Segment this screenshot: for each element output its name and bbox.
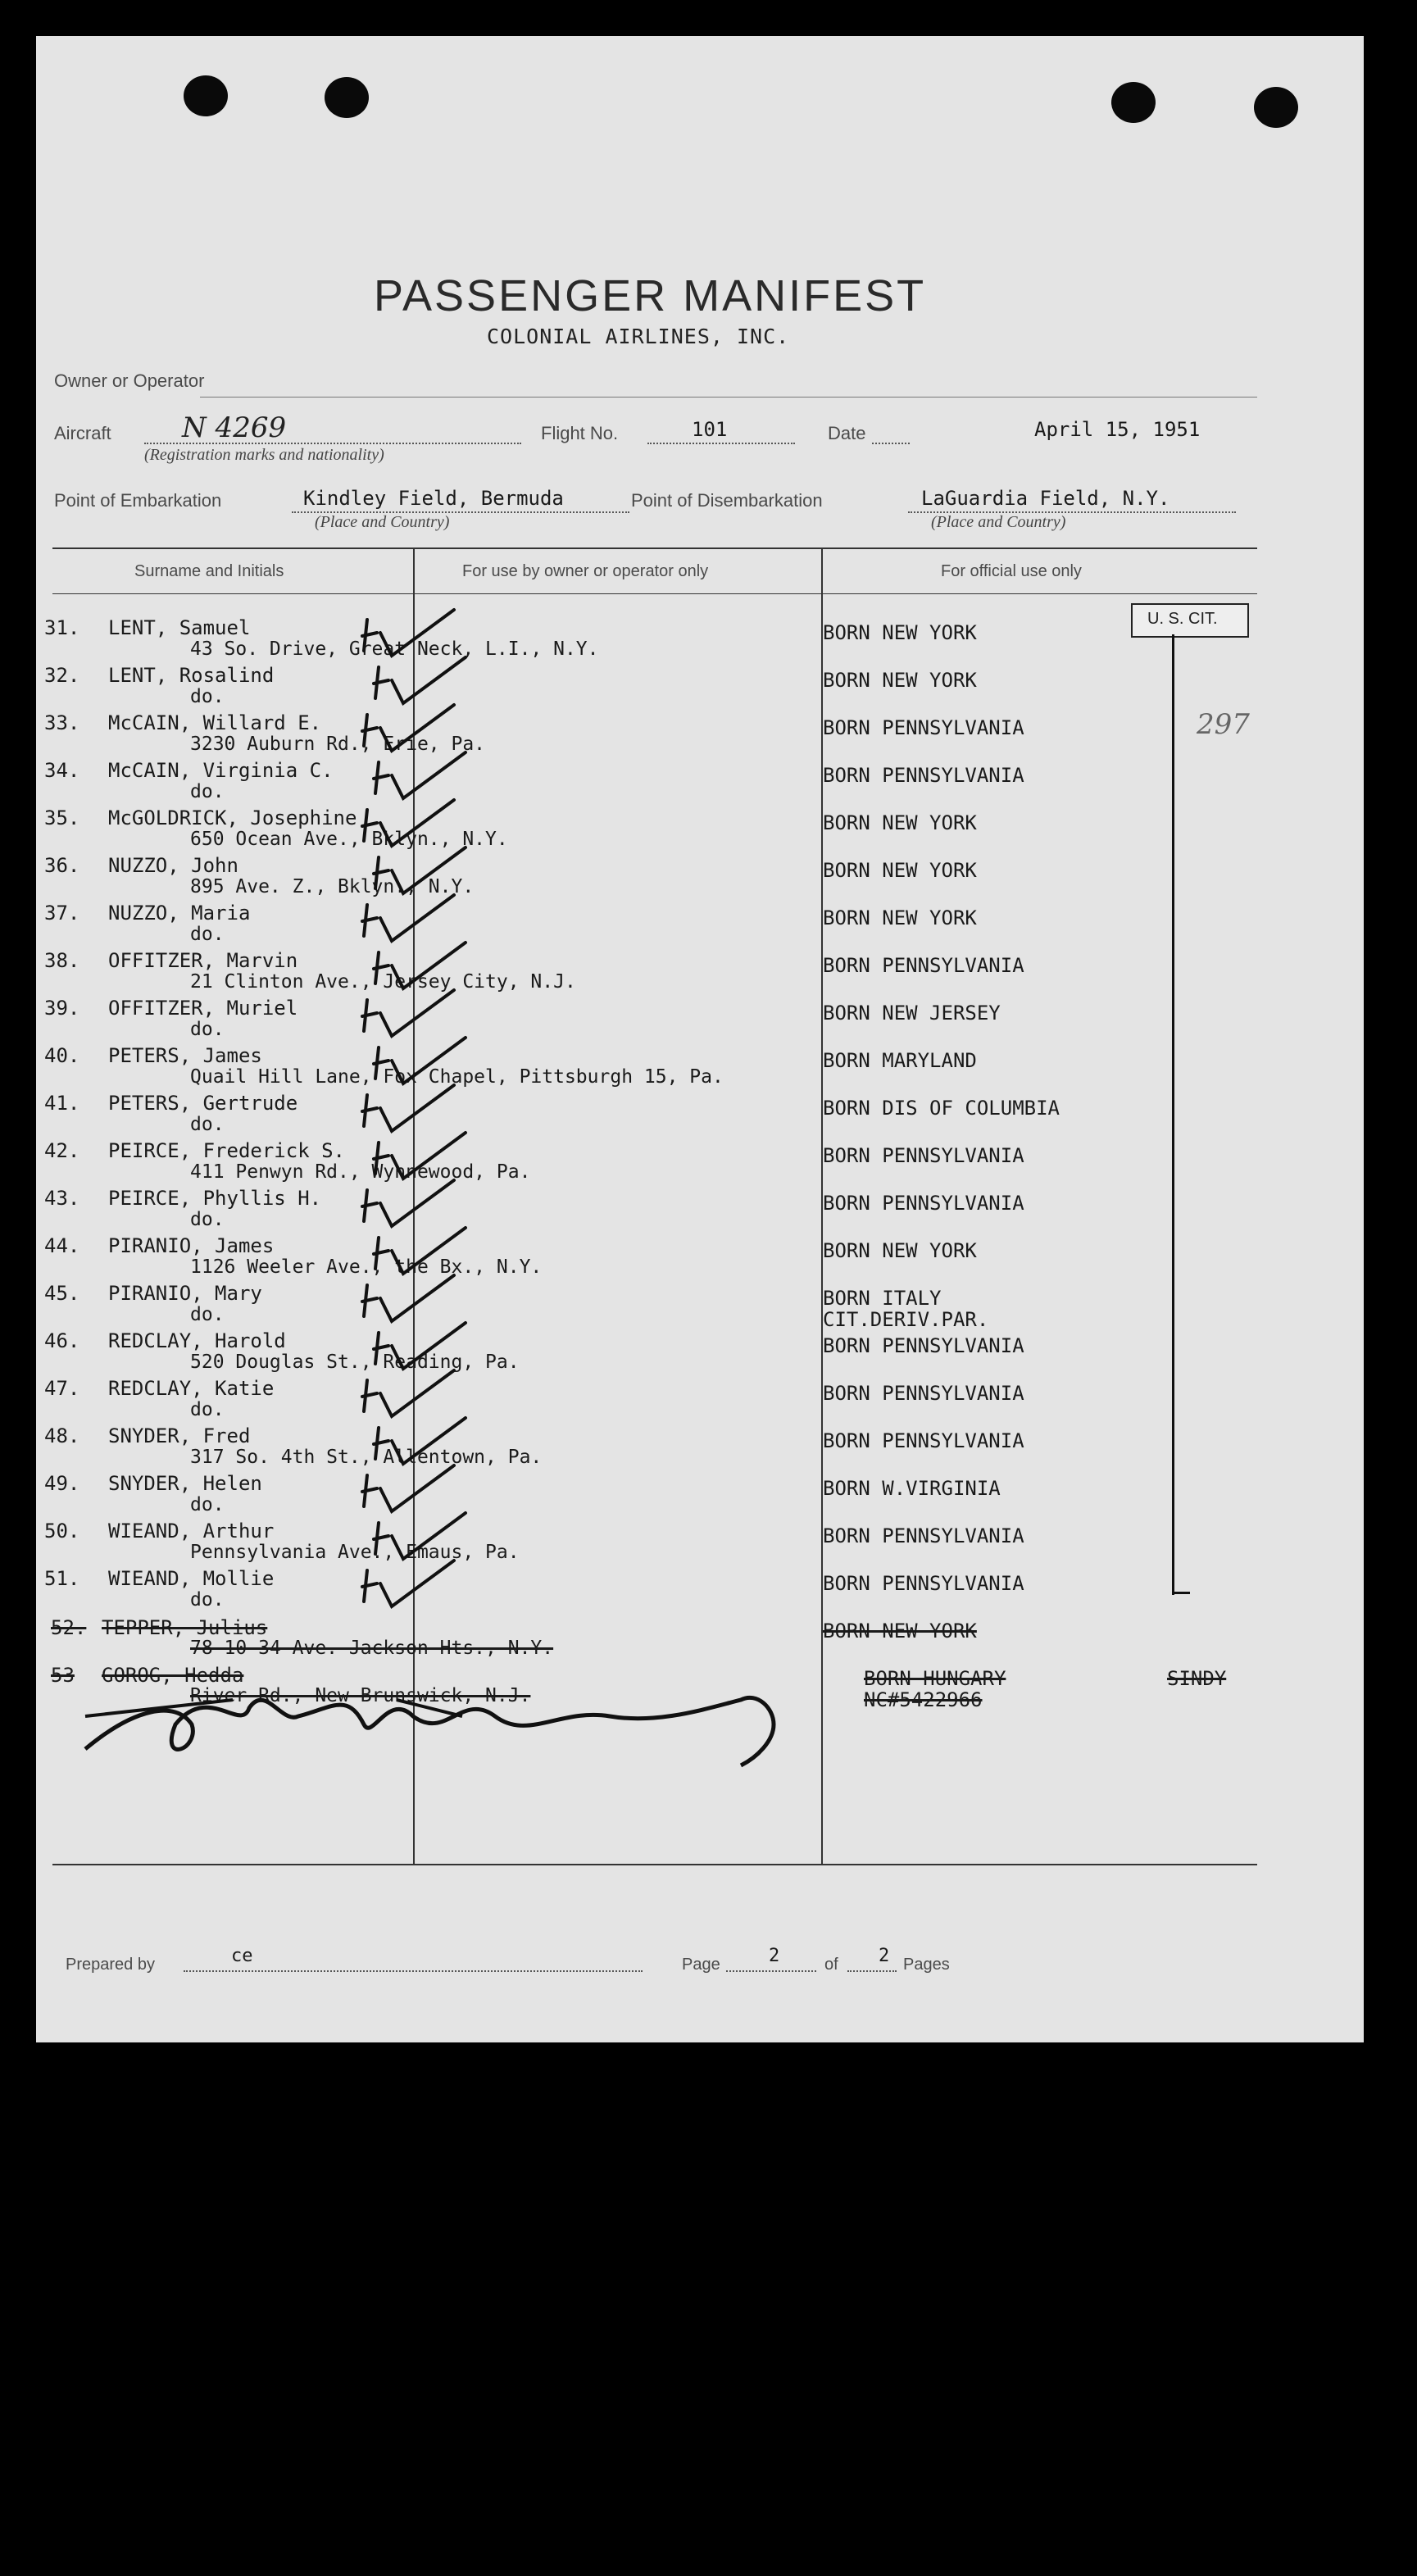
official-entry: BORN NEW YORK	[823, 811, 977, 834]
aircraft-value: N 4269	[182, 411, 287, 444]
passenger-number: 32.	[44, 664, 80, 687]
initial-mark	[362, 715, 377, 746]
of-line	[847, 1970, 897, 1972]
official-entry: BORN PENNSYLVANIA	[823, 1334, 1024, 1357]
check-mark	[380, 1085, 454, 1131]
passenger-address: 895 Ave. Z., Bklyn., N.Y.	[190, 876, 475, 897]
struck-address: River Rd., New Brunswick, N.J.	[190, 1685, 531, 1706]
passenger-address: 411 Penwyn Rd., Wynnewood, Pa.	[190, 1161, 531, 1183]
check-mark	[392, 752, 466, 798]
official-entry: BORN DIS OF COLUMBIA	[823, 1097, 1060, 1120]
official-entry-note: CIT.DERIV.PAR.	[823, 1308, 989, 1331]
check-mark	[392, 943, 466, 988]
passenger-name: SNYDER, Fred	[108, 1424, 251, 1447]
initial-mark	[374, 762, 388, 793]
passenger-number: 34.	[44, 759, 80, 782]
embark-value: Kindley Field, Bermuda	[303, 487, 564, 510]
passenger-number: 42.	[44, 1139, 80, 1162]
passenger-name: McCAIN, Willard E.	[108, 711, 322, 734]
page-title: PASSENGER MANIFEST	[374, 271, 927, 320]
check-mark	[392, 1228, 466, 1274]
owner-label: Owner or Operator	[54, 370, 205, 391]
prepared-line	[184, 1970, 643, 1972]
passenger-number: 49.	[44, 1472, 80, 1495]
passenger-address: 317 So. 4th St., Allentown, Pa.	[190, 1447, 543, 1468]
passenger-number: 43.	[44, 1187, 80, 1210]
page-value: 2	[769, 1946, 780, 1966]
official-entry: BORN NEW YORK	[823, 906, 977, 929]
check-mark	[392, 1418, 466, 1464]
passenger-name: PIRANIO, Mary	[108, 1282, 262, 1305]
struck-official: BORN NEW YORK	[823, 1620, 977, 1642]
passenger-name: REDCLAY, Harold	[108, 1329, 286, 1352]
official-entry: BORN PENNSYLVANIA	[823, 1192, 1024, 1215]
initial-mark	[362, 810, 377, 841]
official-entry: BORN PENNSYLVANIA	[823, 1144, 1024, 1167]
handwriting-overlay	[36, 36, 1364, 2042]
initial-mark	[362, 1285, 377, 1316]
official-entry: BORN PENNSYLVANIA	[823, 716, 1024, 739]
passenger-name: McGOLDRICK, Josephine	[108, 806, 357, 829]
column-header-surname: Surname and Initials	[134, 562, 284, 580]
passenger-name: OFFITZER, Muriel	[108, 997, 298, 1020]
disembark-label: Point of Disembarkation	[631, 490, 823, 511]
check-mark	[392, 657, 466, 703]
check-mark	[392, 1133, 466, 1179]
official-entry: BORN NEW YORK	[823, 669, 977, 692]
prepared-label: Prepared by	[66, 1956, 155, 1974]
manifest-page	[36, 36, 1364, 2042]
struck-number: 52.	[51, 1616, 87, 1639]
passenger-address: 520 Douglas St., Reading, Pa.	[190, 1352, 520, 1373]
official-entry: BORN PENNSYLVANIA	[823, 954, 1024, 977]
official-entry: BORN NEW YORK	[823, 859, 977, 882]
initial-mark	[374, 1333, 388, 1364]
stamp-number: 297	[1197, 708, 1250, 741]
official-entry: BORN PENNSYLVANIA	[823, 1429, 1024, 1452]
passenger-name: PEIRCE, Frederick S.	[108, 1139, 345, 1162]
flight-label: Flight No.	[541, 423, 619, 443]
passenger-address: Quail Hill Lane, Fox Chapel, Pittsburgh 15, Pa.	[190, 1066, 724, 1088]
passenger-address: do.	[190, 1304, 225, 1325]
initial-mark	[362, 620, 377, 651]
official-entry: BORN NEW YORK	[823, 621, 977, 644]
official-entry: BORN NEW YORK	[823, 1239, 977, 1262]
passenger-number: 46.	[44, 1329, 80, 1352]
official-entry: BORN PENNSYLVANIA	[823, 1572, 1024, 1595]
initial-mark	[362, 1380, 377, 1411]
initial-mark	[362, 1570, 377, 1601]
check-marks	[362, 610, 466, 1606]
check-mark	[380, 800, 454, 846]
place-country-note: (Place and Country)	[931, 513, 1066, 531]
column-header-operator: For use by owner or operator only	[462, 562, 709, 580]
passenger-number: 33.	[44, 711, 80, 734]
passenger-name: NUZZO, Maria	[108, 902, 251, 925]
passenger-number: 47.	[44, 1377, 80, 1400]
passenger-number: 36.	[44, 854, 80, 877]
official-entry: BORN PENNSYLVANIA	[823, 764, 1024, 787]
us-citizen-label: U. S. CIT.	[1147, 610, 1218, 628]
passenger-number: 48.	[44, 1424, 80, 1447]
passenger-number: 51.	[44, 1567, 80, 1590]
check-mark	[392, 1323, 466, 1369]
official-entry: BORN W.VIRGINIA	[823, 1477, 1001, 1500]
passenger-name: WIEAND, Arthur	[108, 1520, 275, 1542]
check-mark	[380, 1180, 454, 1226]
check-mark	[380, 705, 454, 751]
initial-mark	[362, 1095, 377, 1126]
page-line	[726, 1970, 816, 1972]
passenger-number: 31.	[44, 616, 80, 639]
official-entry: BORN PENNSYLVANIA	[823, 1382, 1024, 1405]
embark-label: Point of Embarkation	[54, 490, 222, 511]
passenger-address: do.	[190, 686, 225, 707]
disembark-value: LaGuardia Field, N.Y.	[921, 487, 1170, 510]
passenger-number: 38.	[44, 949, 80, 972]
initial-mark	[362, 1190, 377, 1221]
passenger-number: 37.	[44, 902, 80, 925]
check-mark	[380, 1561, 454, 1606]
passenger-name: NUZZO, John	[108, 854, 238, 877]
aircraft-label: Aircraft	[54, 423, 111, 443]
passenger-address: do.	[190, 1399, 225, 1420]
passenger-name: PETERS, Gertrude	[108, 1092, 298, 1115]
of-label: of	[824, 1956, 838, 1974]
passenger-address: 21 Clinton Ave., Jersey City, N.J.	[190, 971, 576, 993]
passenger-address: 650 Ocean Ave., Bklyn., N.Y.	[190, 829, 508, 850]
of-value: 2	[879, 1946, 890, 1966]
passenger-name: PETERS, James	[108, 1044, 262, 1067]
passenger-address: 1126 Weeler Ave., the Bx., N.Y.	[190, 1256, 543, 1278]
passenger-name: PEIRCE, Phyllis H.	[108, 1187, 322, 1210]
flight-value: 101	[692, 418, 728, 441]
initial-mark	[362, 1000, 377, 1031]
official-entry: BORN ITALY	[823, 1287, 942, 1310]
column-header-official: For official use only	[941, 562, 1082, 580]
passenger-name: PIRANIO, James	[108, 1234, 275, 1257]
check-mark	[380, 1465, 454, 1511]
passenger-address: Pennsylvania Ave., Emaus, Pa.	[190, 1542, 520, 1563]
passenger-address: do.	[190, 781, 225, 802]
passenger-address: 3230 Auburn Rd., Erie, Pa.	[190, 734, 486, 755]
check-mark	[392, 847, 466, 893]
page-subtitle: COLONIAL AIRLINES, INC.	[487, 325, 790, 348]
check-mark	[392, 1513, 466, 1559]
passenger-number: 50.	[44, 1520, 80, 1542]
passenger-address: do.	[190, 1019, 225, 1040]
initial-mark	[374, 952, 388, 984]
check-mark	[392, 1038, 466, 1084]
initial-mark	[374, 667, 388, 698]
initial-mark	[374, 1523, 388, 1554]
official-entry: BORN MARYLAND	[823, 1049, 977, 1072]
date-label: Date	[828, 423, 866, 443]
passenger-name: WIEAND, Mollie	[108, 1567, 275, 1590]
initial-mark	[374, 857, 388, 888]
passenger-number: 39.	[44, 997, 80, 1020]
prepared-value: ce	[231, 1946, 253, 1966]
passenger-number: 35.	[44, 806, 80, 829]
passenger-name: LENT, Samuel	[108, 616, 251, 639]
official-entry: BORN NEW JERSEY	[823, 1002, 1001, 1024]
passenger-address: do.	[190, 1589, 225, 1611]
initial-mark	[374, 1238, 388, 1269]
initial-mark	[374, 1428, 388, 1459]
initial-mark	[362, 1475, 377, 1506]
official-entry: BORN PENNSYLVANIA	[823, 1524, 1024, 1547]
passenger-address: do.	[190, 1114, 225, 1135]
date-value: April 15, 1951	[1034, 418, 1201, 441]
passenger-name: REDCLAY, Katie	[108, 1377, 275, 1400]
page-label: Page	[682, 1956, 720, 1974]
passenger-address: do.	[190, 924, 225, 945]
pages-label: Pages	[903, 1956, 950, 1974]
passenger-number: 44.	[44, 1234, 80, 1257]
struck-name: GOROG, Hedda	[102, 1664, 244, 1687]
passenger-number: 45.	[44, 1282, 80, 1305]
struck-official: BORN HUNGARY	[864, 1667, 1006, 1690]
place-country-note: (Place and Country)	[315, 513, 450, 531]
struck-official-note: NC#5422966	[864, 1688, 983, 1711]
check-mark	[380, 610, 454, 656]
passenger-name: McCAIN, Virginia C.	[108, 759, 334, 782]
check-mark	[380, 895, 454, 941]
registration-note: (Registration marks and nationality)	[144, 446, 384, 464]
passenger-name: LENT, Rosalind	[108, 664, 275, 687]
struck-official-extra: SINDY	[1167, 1667, 1227, 1690]
passenger-number: 40.	[44, 1044, 80, 1067]
struck-name: TEPPER, Julius	[102, 1616, 268, 1639]
passenger-address: 43 So. Drive, Great Neck, L.I., N.Y.	[190, 638, 599, 660]
passenger-name: OFFITZER, Marvin	[108, 949, 298, 972]
initial-mark	[362, 905, 377, 936]
struck-address: 78-10 34 Ave. Jackson Hts., N.Y.	[190, 1638, 554, 1659]
check-mark	[380, 1275, 454, 1321]
check-mark	[380, 990, 454, 1036]
passenger-address: do.	[190, 1494, 225, 1515]
passenger-number: 41.	[44, 1092, 80, 1115]
passenger-address: do.	[190, 1209, 225, 1230]
struck-number: 53	[51, 1664, 75, 1687]
initial-mark	[374, 1047, 388, 1079]
check-mark	[380, 1370, 454, 1416]
passenger-name: SNYDER, Helen	[108, 1472, 262, 1495]
initial-mark	[374, 1143, 388, 1174]
